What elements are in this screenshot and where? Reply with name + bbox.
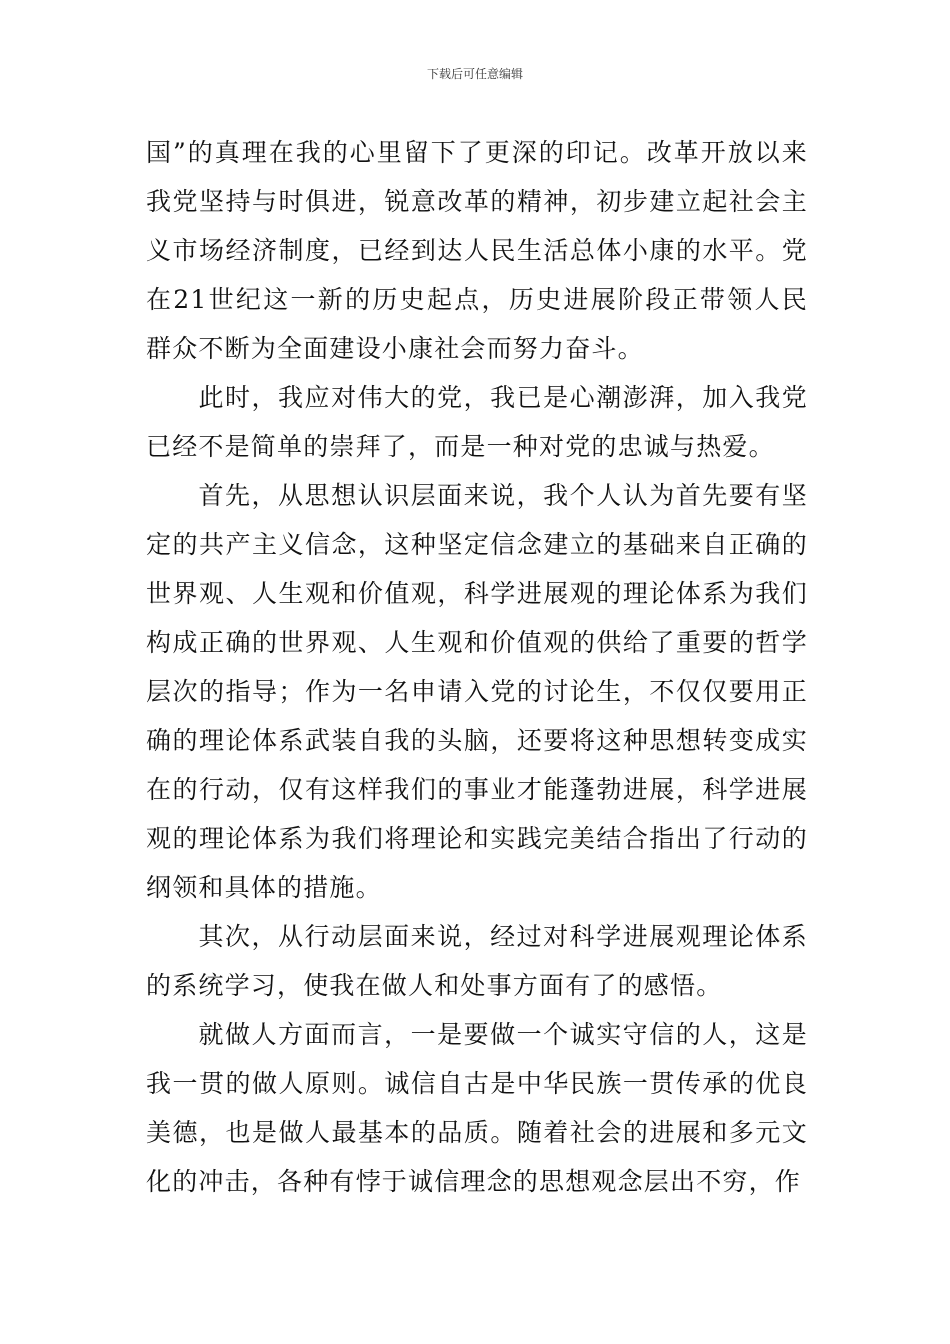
paragraph-4: 其次，从行动层面来说，经过对科学进展观理论体系的系统学习，使我在做人和处事方面有了的感悟。: [146, 922, 808, 1000]
paragraph-3: 首先，从思想认识层面来说，我个人认为首先要有坚定的共产主义信念，这种坚定信念建立的基础来自正确的世界观、人生观和价值观，科学进展观的理论体系为我们构成正确的世界观、人生观和价值观的供给了重要的哲学层次的指导；作为一名申请入党的讨论生，不仅仅要用正确的理论体系武装自我的头脑，还要将这种思想转变成实在的行动，仅有这样我们的事业才能蓬勃进展，科学进展观的理论体系为我们将理论和实践完美结合指出了行动的纲领和具体的措施。: [146, 481, 808, 902]
document-body: [146, 128, 808, 1206]
paragraph-2: 此时，我应对伟大的党，我已是心潮澎湃，加入我党已经不是简单的崇拜了，而是一种对党的忠诚与热爱。: [146, 383, 808, 461]
paragraph-5: 就做人方面而言，一是要做一个诚实守信的人，这是我一贯的做人原则。诚信自古是中华民族一贯传承的优良美德，也是做人最基本的品质。随着社会的进展和多元文化的冲击，各种有悖于诚信理念的思想观念层出不穷，作: [146, 1020, 808, 1196]
page-header-note: 下载后可任意编辑: [426, 67, 523, 81]
paragraph-1: 国”的真理在我的心里留下了更深的印记。改革开放以来我党坚持与时俱进，锐意改革的精神，初步建立起社会主义市场经济制度，已经到达人民生活总体小康的水平。党在21世纪这一新的历史起点，历史进展阶段正带领人民群众不断为全面建设小康社会而努力奋斗。: [146, 138, 808, 363]
